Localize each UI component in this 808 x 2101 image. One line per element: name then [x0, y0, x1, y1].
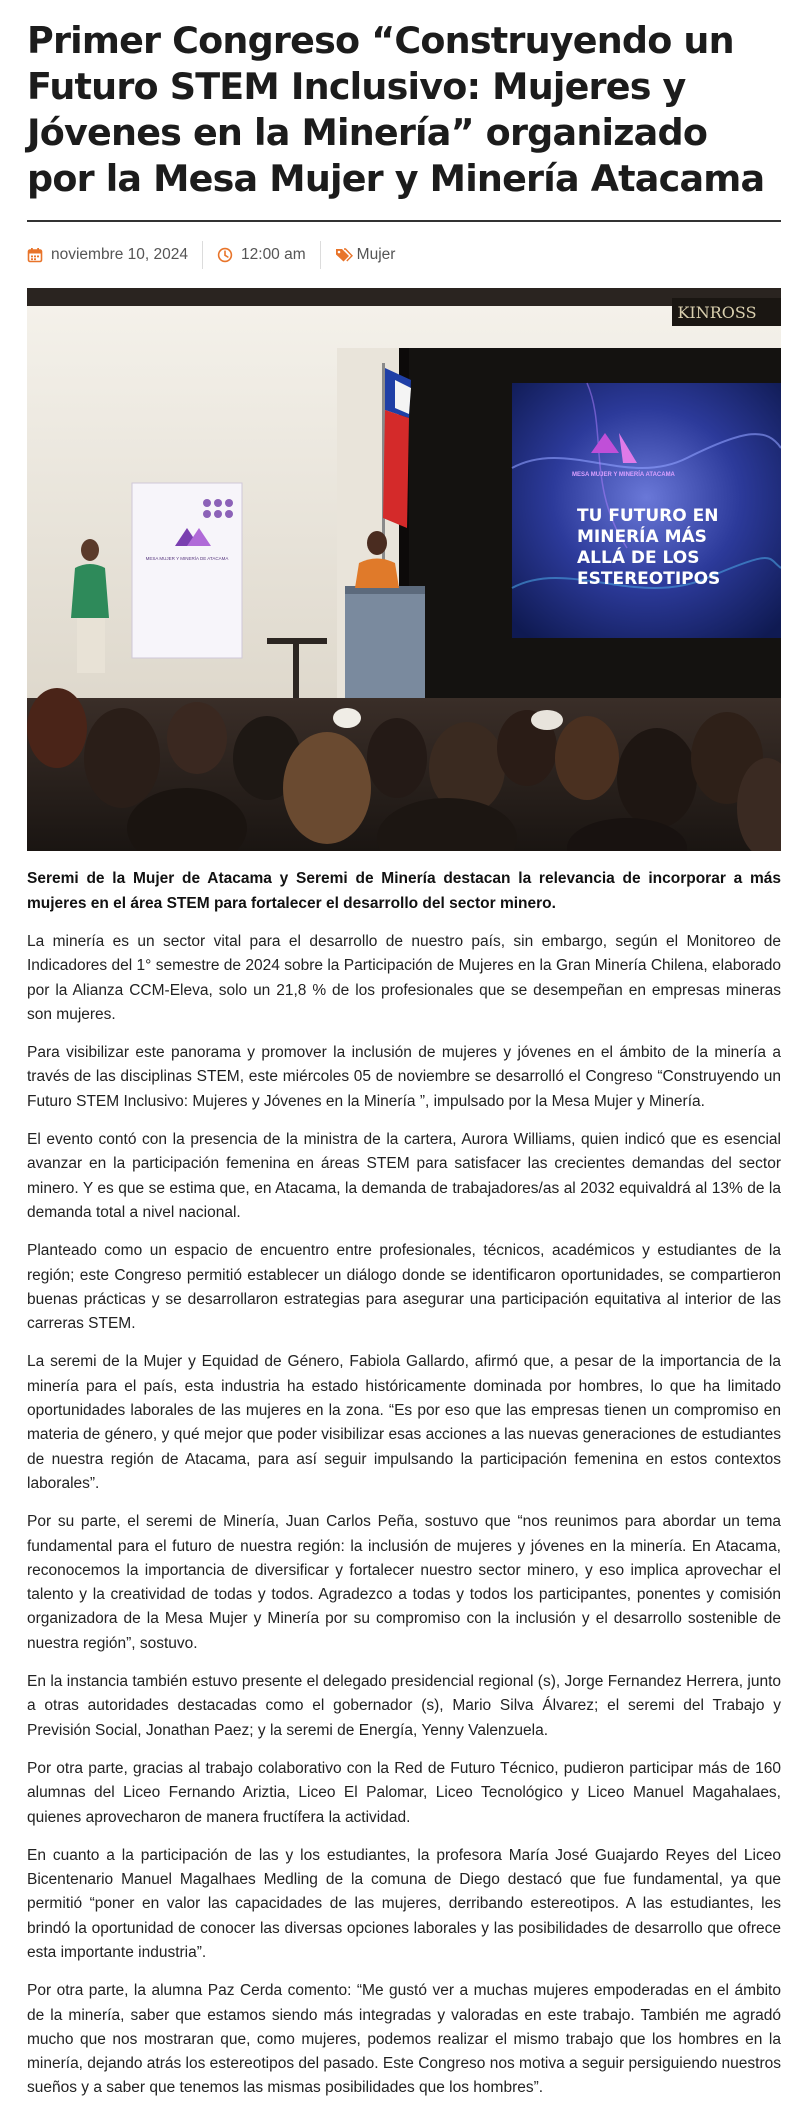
meta-category[interactable] — [335, 246, 396, 264]
wall-sign: KINROSS — [677, 303, 757, 322]
screen-org: MESA MUJER Y MINERÍA ATACAMA — [572, 472, 675, 478]
meta-date-text: noviembre 10, 2024 — [51, 246, 189, 263]
banner-text: MESA MUJER Y MINERÍA DE ATACAMA — [145, 556, 229, 561]
hero-image — [27, 288, 781, 851]
screen-line-4: ESTEREOTIPOS — [577, 569, 721, 589]
meta-divider — [202, 241, 203, 269]
meta-date — [27, 246, 188, 264]
meta-time — [217, 246, 306, 264]
category-link[interactable]: Mujer — [356, 246, 396, 263]
screen-line-1: TU FUTURO EN — [577, 506, 719, 526]
clock-icon — [217, 247, 233, 263]
article-paragraph: Por su parte, el seremi de Minería, Juan Carlos Peña, sostuvo que “nos reunimos para abordar un tema fundamental para el futuro de nuestra región: la inclusión de mujeres y jóvenes en la minería. En Atacama, reconocemos la importancia de diversificar y fortalecer nuestro sector minero, y eso implica aprovechar el talento y la creatividad de todas y todos. Agradezco a todas y todos los participantes, ponentes y comisión organizadora de la Mesa Mujer y Minería por su compromiso con la inclusión y el desarrollo sostenible de nuestra región”, sostuvo. — [27, 1513, 781, 1652]
event-photo — [27, 288, 781, 851]
tags-icon — [335, 247, 353, 263]
meta-time-text: 12:00 am — [241, 246, 306, 263]
meta-divider — [320, 241, 321, 269]
article-title: Primer Congreso “Construyendo un Futuro STEM Inclusivo: Mujeres y Jóvenes en la Minería” organizado por la Mesa Mujer y Minería Atacama — [27, 18, 781, 222]
article-paragraph: Para visibilizar este panorama y promover la inclusión de mujeres y jóvenes en el ámbito de la minería a través de las disciplinas STEM, este miércoles 05 de noviembre se desarrolló el Congreso “Construyendo un Futuro STEM Inclusivo: Mujeres y Jóvenes en la Minería ”, impulsado por la Mesa Mujer y Minería. — [27, 1044, 781, 1110]
article-paragraph: Por otra parte, gracias al trabajo colaborativo con la Red de Futuro Técnico, pudieron participar más de 160 alumnas del Liceo Fernando Ariztia, Liceo El Palomar, Liceo Tecnológico y Liceo Manuel Magahalaes, quienes aprovecharon de manera fructífera la actividad. — [27, 1759, 781, 1826]
article-lead: Seremi de la Mujer de Atacama y Seremi de Minería destacan la relevancia de incorporar a más mujeres en el área STEM para fortalecer el desarrollo del sector minero. — [27, 870, 781, 912]
article-paragraph: En cuanto a la participación de las y los estudiantes, la profesora María José Guajardo Reyes del Liceo Bicentenario Manuel Magalhaes Medling de la comuna de Diego destacó que fue fundamental, ya que permitió “poner en valor las capacidades de las mujeres, derribando estereotipos. A las estudiantes, les brindó la oportunidad de conocer las diversas opciones laborales y las posibilidades de desarrollo que ofrece esta importante industria”. — [27, 1846, 781, 1961]
article-paragraph: El evento contó con la presencia de la ministra de la cartera, Aurora Williams, quien indicó que es esencial avanzar en la participación femenina en áreas STEM para satisfacer las crecientes demandas del sector minero. Y es que se estima que, en Atacama, la demanda de trabajadores/as al 2032 equivaldrá al 13% de la demanda total a nivel nacional. — [27, 1131, 781, 1221]
article-paragraph: La minería es un sector vital para el desarrollo de nuestro país, sin embargo, según el Monitoreo de Indicadores del 1° semestre de 2024 sobre la Participación de Mujeres en la Gran Minería Chilena, elaborado por la Alianza CCM-Eleva, solo un 21,8 % de los profesionales que se desempeñan en empresas mineras son mujeres. — [27, 933, 781, 1023]
article-paragraph: Planteado como un espacio de encuentro entre profesionales, técnicos, académicos y estudiantes de la región; este Congreso permitió establecer un diálogo donde se identificaron oportunidades, se compartieron buenas prácticas y se desarrollaron estrategias para asegurar una participación equitativa al interior de las carreras STEM. — [27, 1242, 781, 1333]
article-paragraph: Por otra parte, la alumna Paz Cerda comento: “Me gustó ver a muchas mujeres empoderadas en el ámbito de la minería, saber que estamos siendo más integradas y valoradas en este trabajo. También me agradó mucho que nos mostraran que, como mujeres, podemos realizar el mismo trabajo que los hombres en la minería, dejando atrás los estereotipos del pasado. Este Congreso nos motiva a seguir persiguiendo nuestros sueños y a saber que tenemos las mismas posibilidades que los hombres”. — [27, 1982, 781, 2097]
article-body — [27, 930, 781, 2101]
screen-line-2: MINERÍA MÁS — [577, 527, 707, 547]
article-meta — [27, 222, 781, 288]
screen-line-3: ALLÁ DE LOS — [577, 548, 700, 568]
article-paragraph: La seremi de la Mujer y Equidad de Género, Fabiola Gallardo, afirmó que, a pesar de la importancia de la minería para el país, esta industria ha estado históricamente dominada por hombres, lo que ha limitado oportunidades laborales de las mujeres en la zona. “Es por eso que las empresas tienen un compromiso en materia de género, y qué mejor que poder visibilizar esas acciones a las nuevas generaciones de estudiantes de nuestra región de Atacama, para así seguir impulsando la participación femenina en estos contextos laborales”. — [27, 1353, 781, 1492]
article-paragraph: En la instancia también estuvo presente el delegado presidencial regional (s), Jorge Fernandez Herrera, junto a otras autoridades destacadas como el gobernador (s), Mario Silva Álvarez; el seremi del Trabajo y Previsión Social, Jonathan Paez; y la seremi de Energía, Yenny Valenzuela. — [27, 1673, 781, 1739]
calendar-icon — [27, 247, 43, 263]
